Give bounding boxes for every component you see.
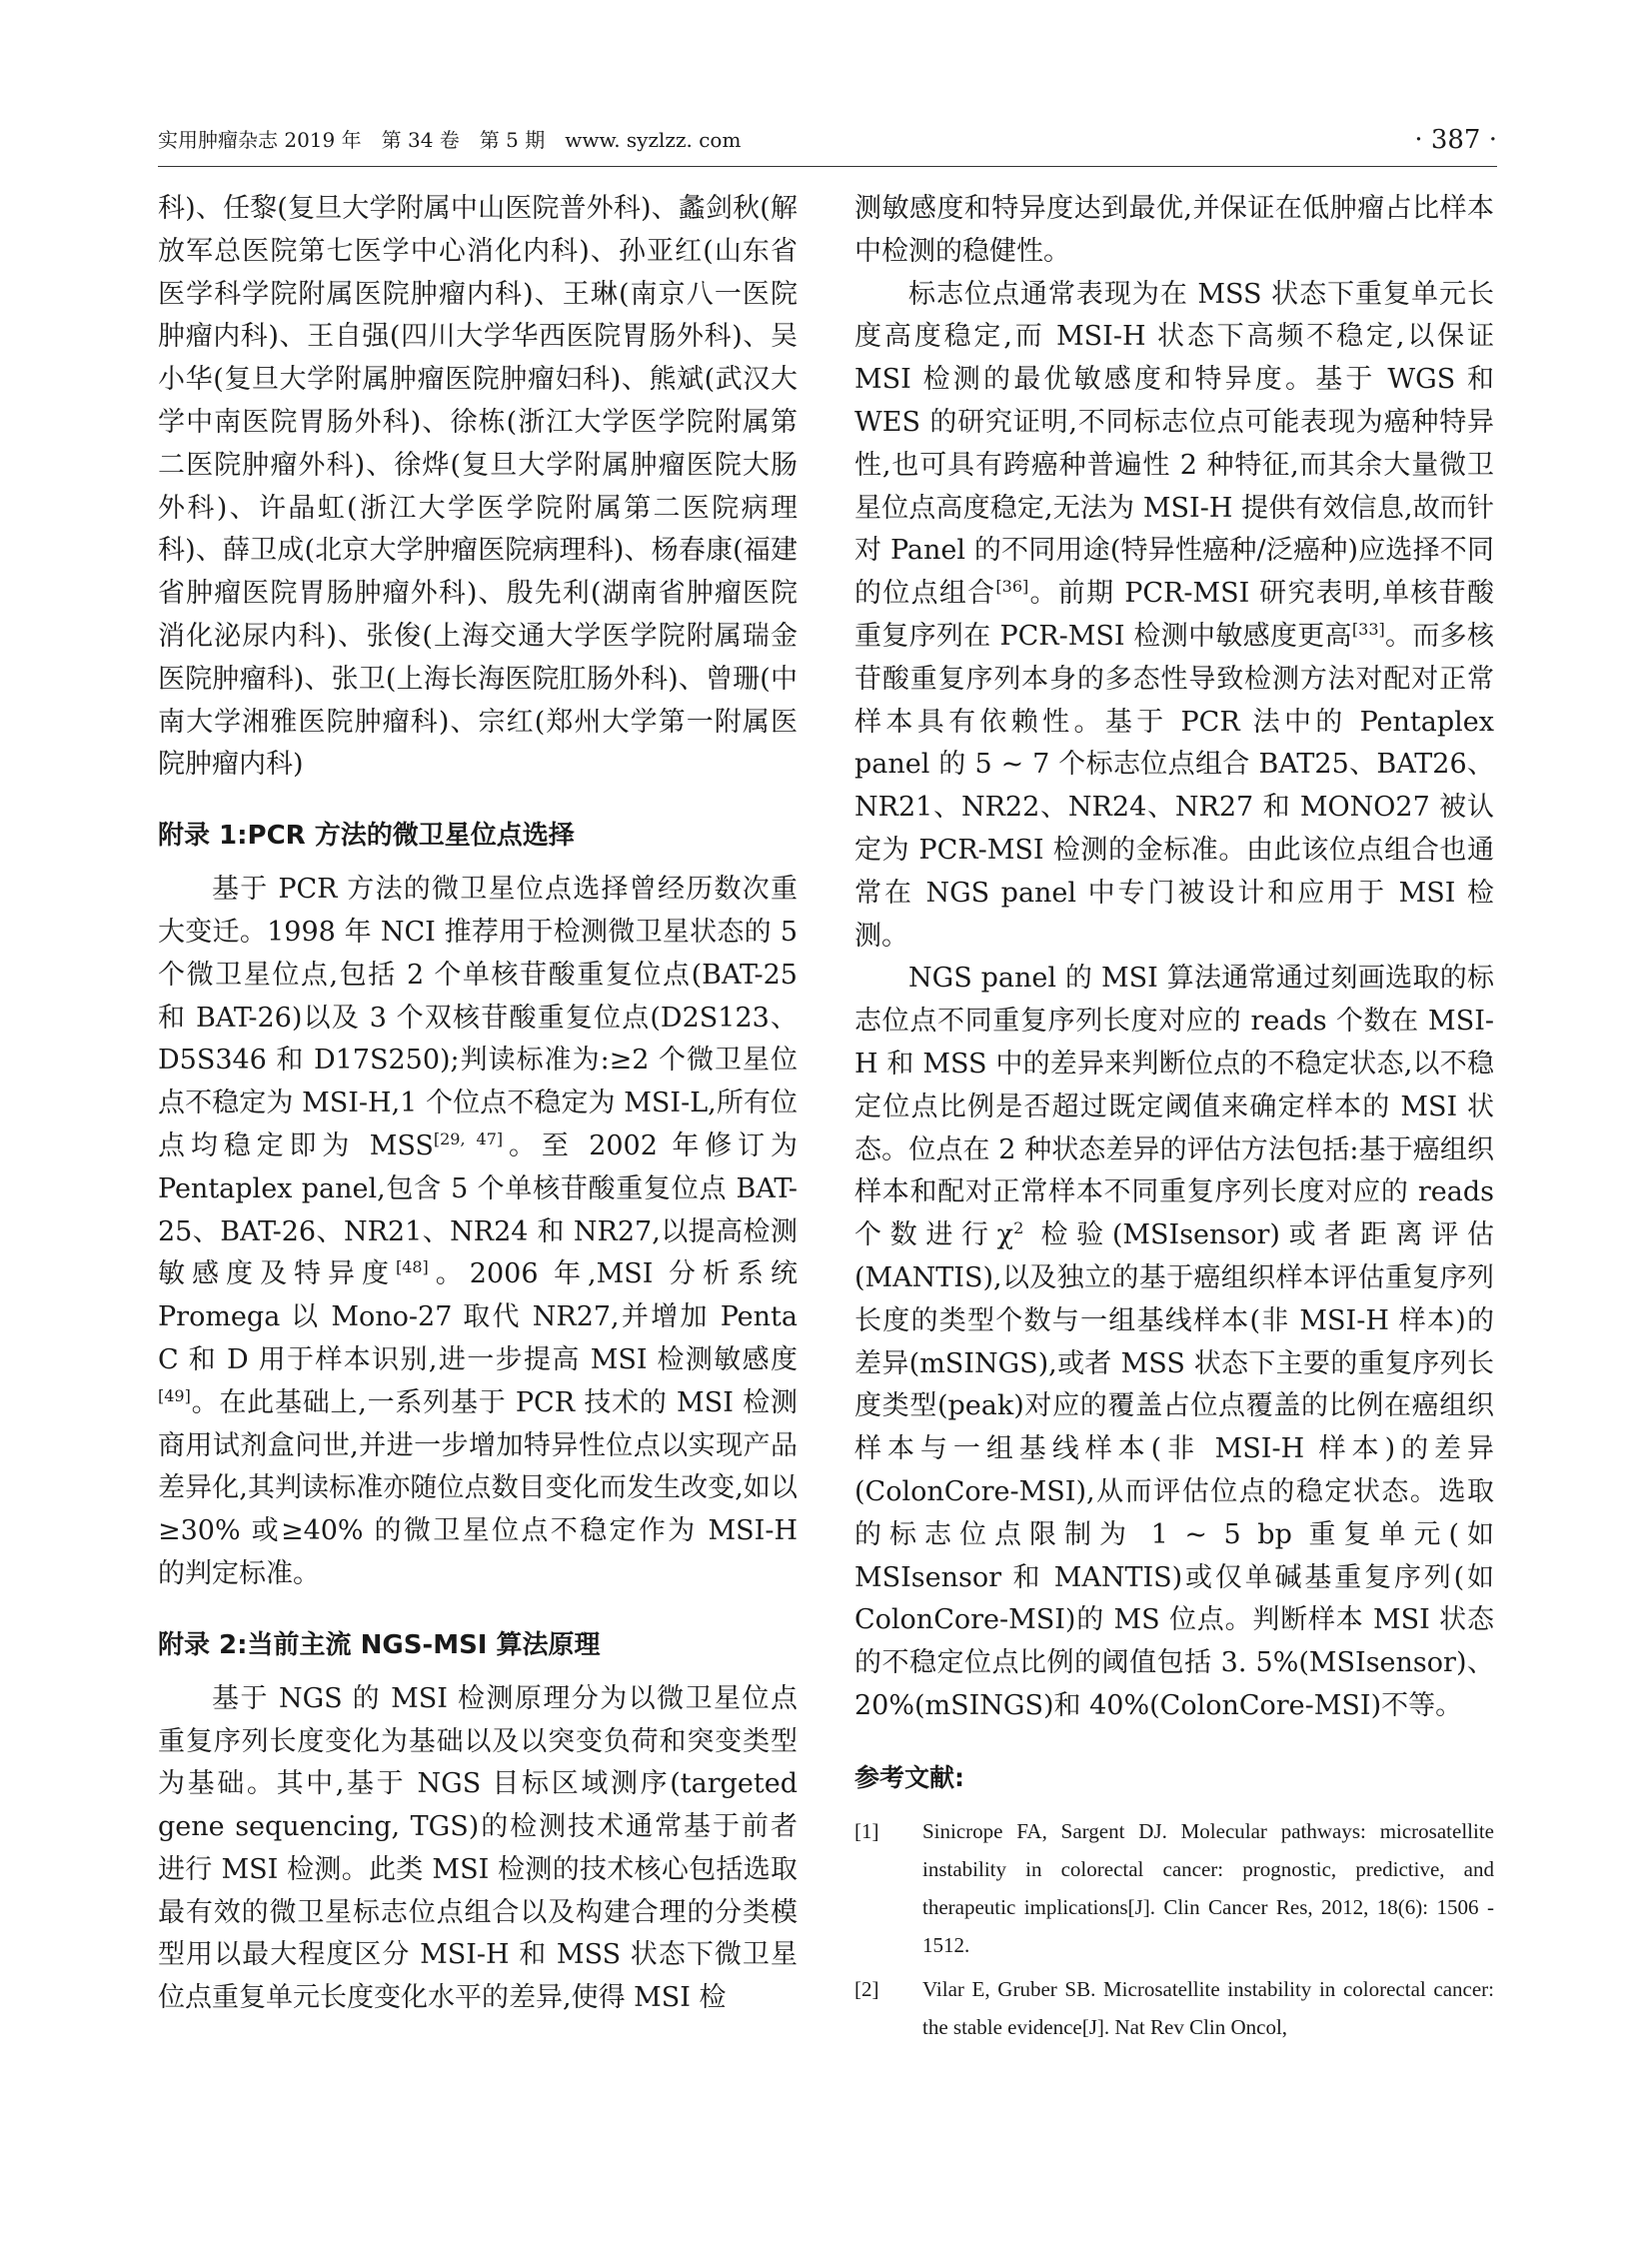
citation[interactable]: [36] [995, 577, 1029, 597]
references-title: 参考文献: [854, 1762, 964, 1792]
text-span: 基于 PCR 方法的微卫星位点选择曾经历数次重大变迁。1998 年 NCI 推荐用于检测微卫星状态的 5 个微卫星位点,包括 2 个单核苷酸重复位点(BAT-25 和 BAT-26)以及 3 个双核苷酸重复位点(D2S123、D5S346 和 D17S250);判读标准为:≥2 个微卫星位点不稳定为 MSI-H,1 个位点不稳定为 MSI-L,所有位点均稳定即为 MSS [158, 874, 798, 1161]
superscript: 2 [1013, 1218, 1024, 1238]
appendix-1-title: 附录 1:PCR 方法的微卫星位点选择 [158, 821, 575, 852]
text-span: 。至 2002 年修订为 Pentaplex panel,包含 5 个单核苷酸重复位点 BAT-25、BAT-26、NR21、NR24 和 NR27,以提高检测敏感度及特异度 [158, 1129, 798, 1290]
affiliations-paragraph: 科)、任黎(复旦大学附属中山医院普外科)、蠡剑秋(解放军总医院第七医学中心消化内科)、孙亚红(山东省医学科学院附属医院肿瘤内科)、王琳(南京八一医院肿瘤内科)、王自强(四川大学华西医院胃肠外科)、吴小华(复旦大学附属肿瘤医院肿瘤妇科)、熊斌(武汉大学中南医院胃肠外科)、徐栋(浙江大学医学院附属第二医院肿瘤外科)、徐烨(复旦大学附属肿瘤医院大肠外科)、许晶虹(浙江大学医学院附属第二医院病理科)、薛卫成(北京大学肿瘤医院病理科)、杨春康(福建省肿瘤医院胃肠肿瘤外科)、殷先利(湖南省肿瘤医院消化泌尿内科)、张俊(上海交通大学医学院附属瑞金医院肿瘤科)、张卫(上海长海医院肛肠外科)、曾珊(中南大学湘雅医院肿瘤科)、宗红(郑州大学第一附属医院肿瘤内科) [158, 193, 798, 781]
reference-text: Vilar E, Gruber SB. Microsatellite instability in colorectal cancer: the stable evidence[J]. Nat Rev Clin Oncol, [922, 1976, 1494, 2039]
text-span: 。在此基础上,一系列基于 PCR 技术的 MSI 检测商用试剂盒问世,并进一步增加特异性位点以实现产品差异化,其判读标准亦随位点数目变化而发生改变,如以≥30% 或≥40% 的微卫星位点不稳定作为 MSI-H 的判定标准。 [158, 1386, 798, 1589]
page-number: · 387 · [1414, 125, 1497, 155]
marker-loci-paragraph [854, 274, 1494, 959]
header-rule [158, 166, 1497, 167]
ngs-algorithm-paragraph [854, 958, 1494, 1727]
appendix-2-title: 附录 2:当前主流 NGS-MSI 算法原理 [158, 1629, 601, 1660]
right-column [854, 188, 1494, 2052]
citation[interactable]: [48] [395, 1257, 429, 1277]
reference-item [854, 1812, 1494, 1964]
running-header [158, 120, 1497, 160]
text-span: NGS panel 的 MSI 算法通常通过刻画选取的标志位点不同重复序列长度对应的 reads 个数在 MSI-H 和 MSS 中的差异来判断位点的不稳定状态,以不稳定位点比例是否超过既定阈值来确定样本的 MSI 状态。位点在 2 种状态差异的评估方法包括:基于癌组织样本和配对正常样本不同重复序列长度对应的 reads 个数进行χ [854, 963, 1494, 1251]
appendix-1-paragraph [158, 869, 798, 1596]
reference-number: [1] [854, 1818, 879, 1843]
reference-text: Sinicrope FA, Sargent DJ. Molecular pathways: microsatellite instability in colorectal cancer: prognostic, predictive, and therapeutic implications[J]. Clin Cancer Res, 2012, 18(6): 1506 - 1512. [922, 1818, 1494, 1957]
text-span: 标志位点通常表现为在 MSS 状态下重复单元长度高度稳定,而 MSI-H 状态下高频不稳定,以保证 MSI 检测的最优敏感度和特异度。基于 WGS 和 WES 的研究证明,不同标志位点可能表现为癌种特异性,也可具有跨癌种普遍性 2 种特征,而其余大量微卫星位点高度稳定,无法为 MSI-H 提供有效信息,故而针对 Panel 的不同用途(特异性癌种/泛癌种)应选择不同的位点组合 [854, 278, 1494, 610]
appendix-2-paragraph: 基于 NGS 的 MSI 检测原理分为以微卫星位点重复序列长度变化为基础以及以突变负荷和突变类型为基础。其中,基于 NGS 目标区域测序(targeted gene sequencing, TGS)的检测技术通常基于前者进行 MSI 检测。此类 MSI 检测的技术核心包括选取最有效的微卫星标志位点组合以及构建合理的分类模型用以最大程度区分 MSI-H 和 MSS 状态下微卫星位点重复单元长度变化水平的差异,使得 MSI 检 [158, 1682, 798, 2014]
journal-info: 实用肿瘤杂志 2019 年 第 34 卷 第 5 期 www. syzlzz. com [158, 128, 742, 152]
reference-item [854, 1970, 1494, 2046]
reference-number: [2] [854, 1976, 879, 2001]
citation[interactable]: [49] [158, 1385, 191, 1405]
continued-paragraph: 测敏感度和特异度达到最优,并保证在低肿瘤占比样本中检测的稳健性。 [854, 193, 1494, 267]
citation[interactable]: [29, 47] [433, 1128, 504, 1148]
text-span: 检验(MSIsensor)或者距离评估(MANTIS),以及独立的基于癌组织样本评估重复序列长度的类型个数与一组基线样本(非 MSI-H 样本)的差异(mSINGS),或者 MSS 状态下主要的重复序列长度类型(peak)对应的覆盖占位点覆盖的比例在癌组织样本与一组基线样本(非 MSI-H 样本)的差异(ColonCore-MSI),从而评估位点的稳定状态。选取的标志位点限制为 1 ~ 5 bp 重复单元(如 MSIsensor 和 MANTIS)或仅单碱基重复序列(如 ColonCore-MSI)的 MS 位点。判断样本 MSI 状态的不稳定位点比例的阈值包括 3. 5%(MSIsensor)、20%(mSINGS)和 40%(ColonCore-MSI)不等。 [854, 1219, 1494, 1721]
citation[interactable]: [33] [1351, 619, 1385, 639]
text-span: 。前期 PCR-MSI 研究表明,单核苷酸重复序列在 PCR-MSI 检测中敏感度更高 [854, 578, 1494, 652]
left-column [158, 188, 798, 2020]
text-span: 。而多核苷酸重复序列本身的多态性导致检测方法对配对正常样本具有依赖性。基于 PCR 法中的 Pentaplex panel 的 5 ~ 7 个标志位点组合 BAT25、BAT26、NR21、NR22、NR24、NR27 和 MONO27 被认定为 PCR-MSI 检测的金标准。由此该位点组合也通常在 NGS panel 中专门被设计和应用于 MSI 检测。 [854, 620, 1494, 952]
text-span: 。2006 年,MSI 分析系统 Promega 以 Mono-27 取代 NR27,并增加 Penta C 和 D 用于样本识别,进一步提高 MSI 检测敏感度 [158, 1258, 798, 1375]
